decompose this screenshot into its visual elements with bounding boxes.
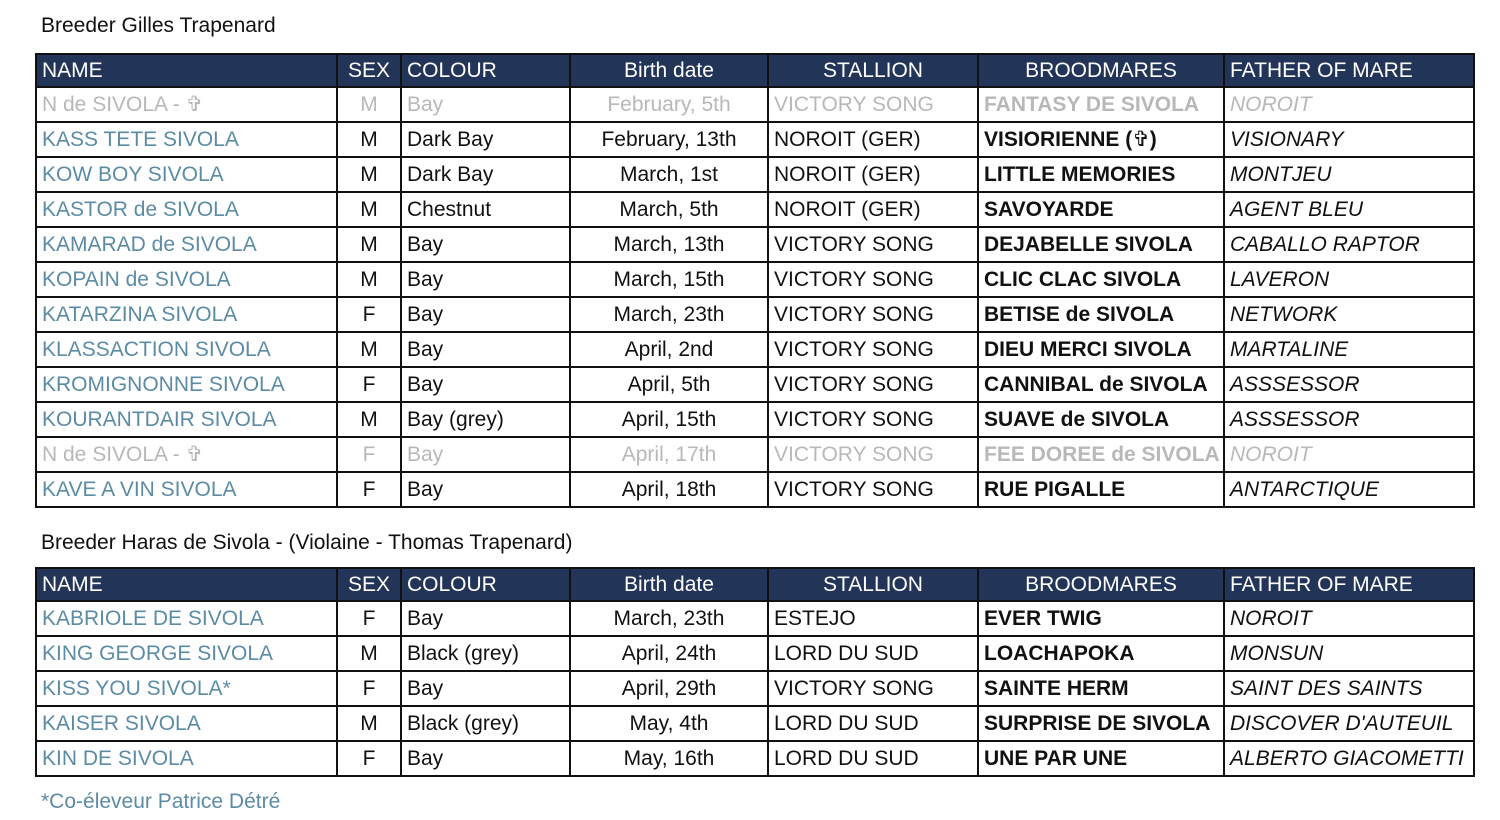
cell-broodmare: VISIORIENNE (✞) (978, 122, 1224, 157)
cell-broodmare: BETISE de SIVOLA (978, 297, 1224, 332)
cell-sex: F (337, 437, 401, 472)
cell-name: N de SIVOLA - ✞ (36, 437, 337, 472)
table-header-row (36, 568, 1474, 601)
cell-colour: Bay (401, 472, 570, 507)
cell-birth-date: March, 23th (570, 297, 768, 332)
cell-birth-date: April, 24th (570, 636, 768, 671)
cell-broodmare: FEE DOREE de SIVOLA (978, 437, 1224, 472)
cell-sex: M (337, 227, 401, 262)
cell-stallion: VICTORY SONG (768, 297, 978, 332)
cell-broodmare: RUE PIGALLE (978, 472, 1224, 507)
header-colour: COLOUR (401, 568, 570, 601)
cell-name: N de SIVOLA - ✞ (36, 87, 337, 122)
header-stallion: STALLION (768, 568, 978, 601)
cell-name: KAVE A VIN SIVOLA (36, 472, 337, 507)
table-row (36, 636, 1474, 671)
cell-colour: Black (grey) (401, 706, 570, 741)
cell-birth-date: March, 5th (570, 192, 768, 227)
table-row (36, 332, 1474, 367)
cell-name: KAISER SIVOLA (36, 706, 337, 741)
cell-father-of-mare: ANTARCTIQUE (1224, 472, 1474, 507)
cell-broodmare: CANNIBAL de SIVOLA (978, 367, 1224, 402)
cell-colour: Chestnut (401, 192, 570, 227)
cell-stallion: VICTORY SONG (768, 227, 978, 262)
cell-stallion: LORD DU SUD (768, 706, 978, 741)
cell-birth-date: May, 16th (570, 741, 768, 776)
footnote: *Co-éleveur Patrice Détré (41, 790, 281, 813)
cell-colour: Bay (401, 297, 570, 332)
cell-broodmare: DIEU MERCI SIVOLA (978, 332, 1224, 367)
table-row (36, 87, 1474, 122)
cell-name: KROMIGNONNE SIVOLA (36, 367, 337, 402)
cell-colour: Dark Bay (401, 157, 570, 192)
cell-broodmare: CLIC CLAC SIVOLA (978, 262, 1224, 297)
cell-father-of-mare: NOROIT (1224, 87, 1474, 122)
cell-broodmare: SAINTE HERM (978, 671, 1224, 706)
cell-name: KOURANTDAIR SIVOLA (36, 402, 337, 437)
cell-broodmare: SAVOYARDE (978, 192, 1224, 227)
cell-broodmare: UNE PAR UNE (978, 741, 1224, 776)
header-birth-date: Birth date (570, 54, 768, 87)
cell-sex: F (337, 297, 401, 332)
cell-stallion: VICTORY SONG (768, 671, 978, 706)
header-broodmares: BROODMARES (978, 54, 1224, 87)
header-birth-date: Birth date (570, 568, 768, 601)
cell-father-of-mare: DISCOVER D'AUTEUIL (1224, 706, 1474, 741)
cell-colour: Bay (401, 601, 570, 636)
cell-name: KABRIOLE DE SIVOLA (36, 601, 337, 636)
cell-name: KISS YOU SIVOLA* (36, 671, 337, 706)
header-name: NAME (36, 54, 337, 87)
table-row (36, 227, 1474, 262)
cell-birth-date: March, 13th (570, 227, 768, 262)
cell-sex: M (337, 706, 401, 741)
cell-broodmare: SURPRISE DE SIVOLA (978, 706, 1224, 741)
cell-name: KOPAIN de SIVOLA (36, 262, 337, 297)
cell-birth-date: March, 23th (570, 601, 768, 636)
cell-stallion: NOROIT (GER) (768, 157, 978, 192)
header-sex: SEX (337, 568, 401, 601)
cell-colour: Bay (401, 671, 570, 706)
cell-stallion: VICTORY SONG (768, 367, 978, 402)
cell-father-of-mare: MARTALINE (1224, 332, 1474, 367)
table-row (36, 706, 1474, 741)
cell-sex: F (337, 472, 401, 507)
breeder2-table (35, 567, 1475, 777)
cell-stallion: VICTORY SONG (768, 332, 978, 367)
header-colour: COLOUR (401, 54, 570, 87)
cell-name: KING GEORGE SIVOLA (36, 636, 337, 671)
cell-birth-date: April, 15th (570, 402, 768, 437)
cell-birth-date: February, 5th (570, 87, 768, 122)
table-row (36, 367, 1474, 402)
table-row (36, 122, 1474, 157)
cell-father-of-mare: MONSUN (1224, 636, 1474, 671)
cell-father-of-mare: ASSSESSOR (1224, 402, 1474, 437)
cell-birth-date: February, 13th (570, 122, 768, 157)
cell-father-of-mare: SAINT DES SAINTS (1224, 671, 1474, 706)
cell-stallion: NOROIT (GER) (768, 192, 978, 227)
cell-father-of-mare: VISIONARY (1224, 122, 1474, 157)
cell-broodmare: EVER TWIG (978, 601, 1224, 636)
cell-birth-date: April, 2nd (570, 332, 768, 367)
cell-name: KATARZINA SIVOLA (36, 297, 337, 332)
cell-colour: Black (grey) (401, 636, 570, 671)
cell-father-of-mare: AGENT BLEU (1224, 192, 1474, 227)
cell-colour: Dark Bay (401, 122, 570, 157)
cell-stallion: VICTORY SONG (768, 437, 978, 472)
cell-stallion: VICTORY SONG (768, 87, 978, 122)
header-sex: SEX (337, 54, 401, 87)
table-row (36, 437, 1474, 472)
cell-father-of-mare: ASSSESSOR (1224, 367, 1474, 402)
cell-name: KOW BOY SIVOLA (36, 157, 337, 192)
cell-name: KLASSACTION SIVOLA (36, 332, 337, 367)
cell-sex: M (337, 262, 401, 297)
cell-birth-date: March, 15th (570, 262, 768, 297)
table-row (36, 671, 1474, 706)
cell-stallion: ESTEJO (768, 601, 978, 636)
cell-colour: Bay (401, 437, 570, 472)
cell-father-of-mare: NOROIT (1224, 437, 1474, 472)
cell-sex: M (337, 87, 401, 122)
cell-sex: M (337, 636, 401, 671)
cell-father-of-mare: MONTJEU (1224, 157, 1474, 192)
breeder2-title: Breeder Haras de Sivola - (Violaine - Thomas Trapenard) (41, 531, 573, 554)
table-row (36, 402, 1474, 437)
cell-name: KASS TETE SIVOLA (36, 122, 337, 157)
table-row (36, 297, 1474, 332)
header-father-of-mare: FATHER OF MARE (1224, 54, 1474, 87)
cell-stallion: NOROIT (GER) (768, 122, 978, 157)
cell-father-of-mare: NETWORK (1224, 297, 1474, 332)
cell-birth-date: March, 1st (570, 157, 768, 192)
breeder1-title: Breeder Gilles Trapenard (41, 14, 276, 37)
cell-sex: F (337, 741, 401, 776)
cell-father-of-mare: LAVERON (1224, 262, 1474, 297)
cell-sex: M (337, 402, 401, 437)
cell-colour: Bay (401, 367, 570, 402)
cell-birth-date: April, 5th (570, 367, 768, 402)
table-row (36, 157, 1474, 192)
cell-sex: M (337, 157, 401, 192)
cell-sex: F (337, 601, 401, 636)
cell-sex: F (337, 367, 401, 402)
cell-birth-date: April, 29th (570, 671, 768, 706)
table-row (36, 472, 1474, 507)
cell-sex: M (337, 122, 401, 157)
cell-broodmare: SUAVE de SIVOLA (978, 402, 1224, 437)
table-row (36, 192, 1474, 227)
cell-broodmare: LITTLE MEMORIES (978, 157, 1224, 192)
header-name: NAME (36, 568, 337, 601)
cell-birth-date: April, 18th (570, 472, 768, 507)
cell-stallion: VICTORY SONG (768, 402, 978, 437)
cell-broodmare: LOACHAPOKA (978, 636, 1224, 671)
header-broodmares: BROODMARES (978, 568, 1224, 601)
cell-stallion: LORD DU SUD (768, 636, 978, 671)
cell-sex: F (337, 671, 401, 706)
cell-name: KIN DE SIVOLA (36, 741, 337, 776)
cell-birth-date: April, 17th (570, 437, 768, 472)
breeder1-table (35, 53, 1475, 508)
cell-father-of-mare: CABALLO RAPTOR (1224, 227, 1474, 262)
cell-sex: M (337, 332, 401, 367)
cell-colour: Bay (401, 87, 570, 122)
cell-sex: M (337, 192, 401, 227)
header-stallion: STALLION (768, 54, 978, 87)
cell-colour: Bay (401, 262, 570, 297)
cell-colour: Bay (401, 741, 570, 776)
cell-name: KAMARAD de SIVOLA (36, 227, 337, 262)
table-row (36, 262, 1474, 297)
cell-colour: Bay (401, 227, 570, 262)
cell-broodmare: DEJABELLE SIVOLA (978, 227, 1224, 262)
cell-name: KASTOR de SIVOLA (36, 192, 337, 227)
cell-colour: Bay (grey) (401, 402, 570, 437)
table-header-row (36, 54, 1474, 87)
cell-stallion: VICTORY SONG (768, 262, 978, 297)
table-row (36, 601, 1474, 636)
cell-stallion: VICTORY SONG (768, 472, 978, 507)
table-row (36, 741, 1474, 776)
cell-stallion: LORD DU SUD (768, 741, 978, 776)
cell-father-of-mare: NOROIT (1224, 601, 1474, 636)
cell-colour: Bay (401, 332, 570, 367)
cell-father-of-mare: ALBERTO GIACOMETTI (1224, 741, 1474, 776)
header-father-of-mare: FATHER OF MARE (1224, 568, 1474, 601)
cell-broodmare: FANTASY DE SIVOLA (978, 87, 1224, 122)
cell-birth-date: May, 4th (570, 706, 768, 741)
